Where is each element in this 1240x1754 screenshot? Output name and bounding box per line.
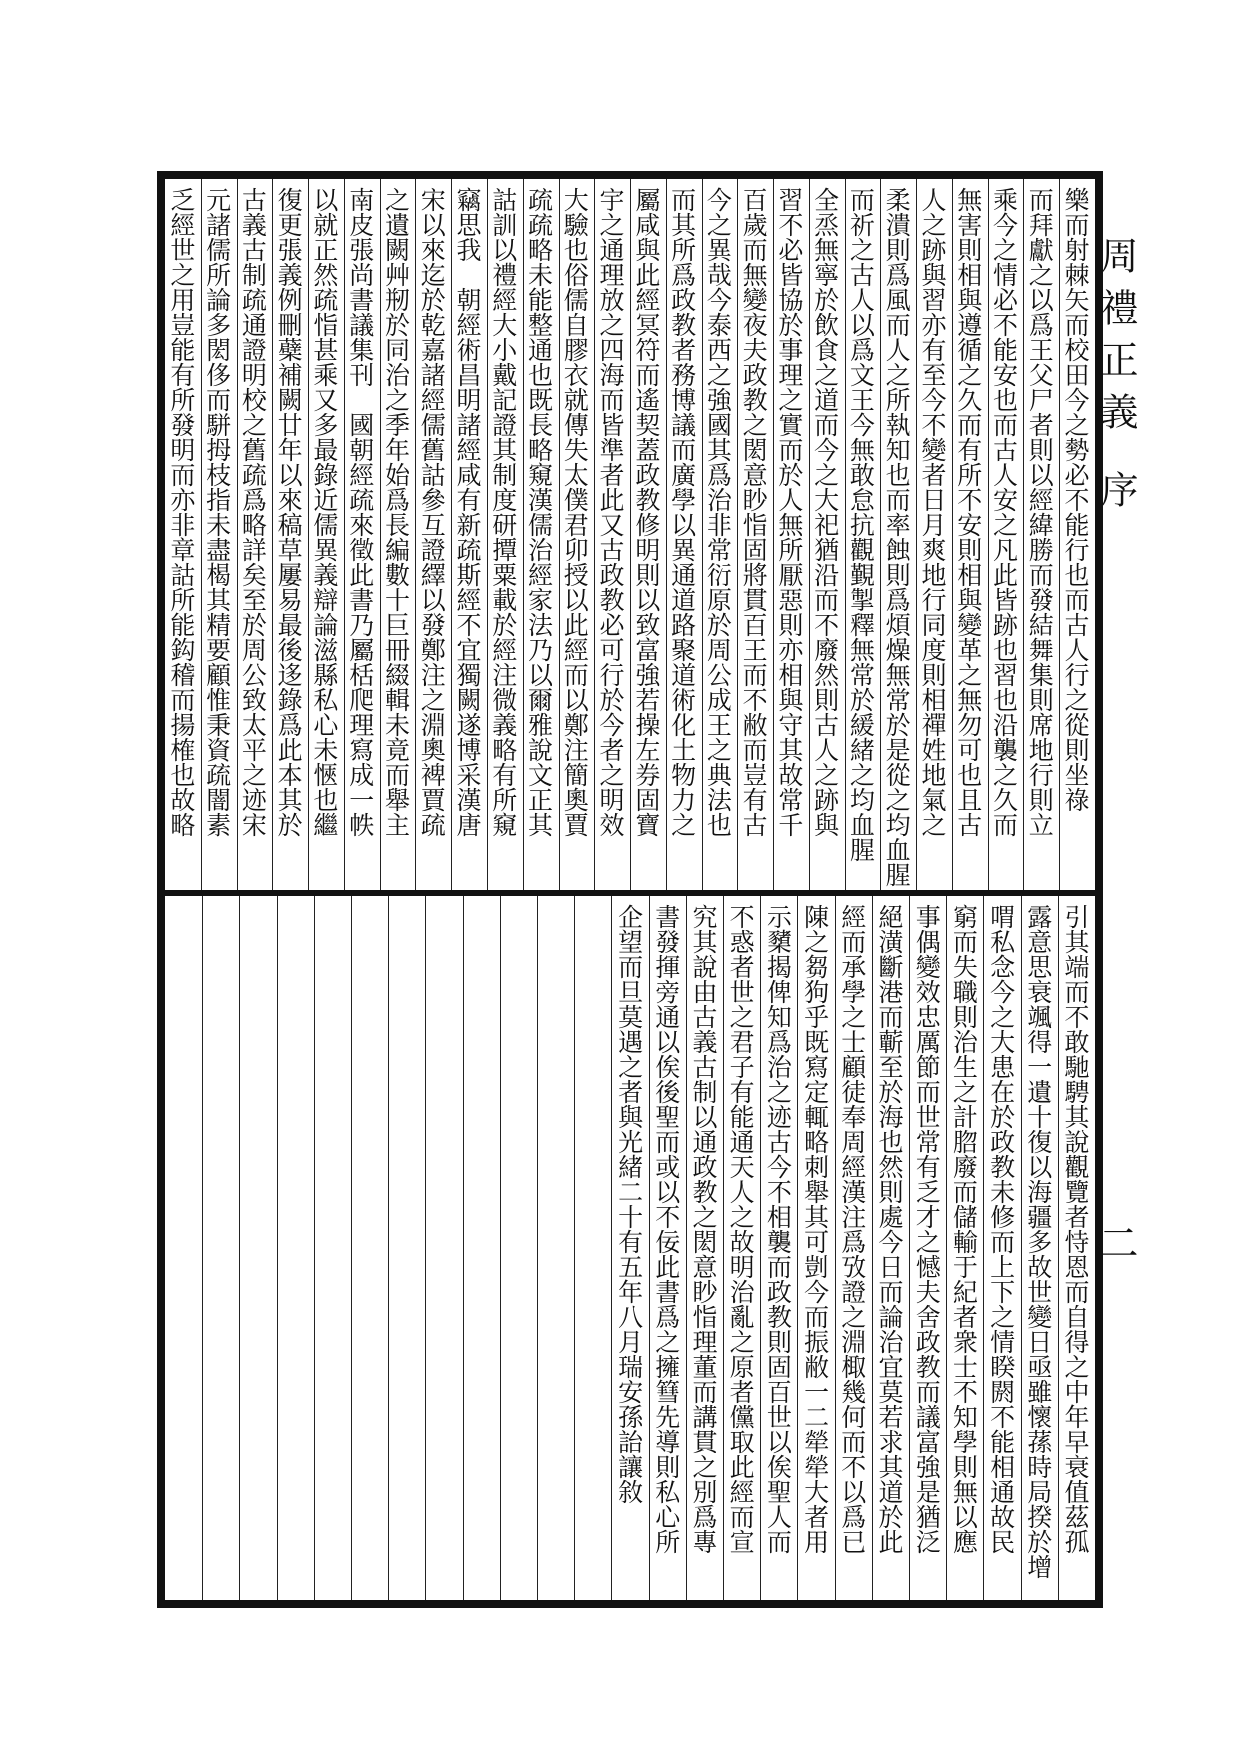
page-number: 二 [1092,1222,1138,1262]
empty-column [239,896,276,1600]
text-column: 而祈之古人以爲文王今無敢怠抗觀覲掣釋無常於緩緒之均血腥 [845,179,881,890]
text-column: 疏疏略未能整通也既長略窺漢儒治經家法乃以爾雅說文正其 [523,179,559,890]
text-column: 屬咸與此經冥符而遙契蓋政教修明則以致富強若操左券固寶 [630,179,666,890]
text-column: 而其所爲政教者務博議而廣學以異通道路聚道術化土物力之 [666,179,702,890]
text-column: 引其端而不敢馳騁其說觀覽者恃恩而自得之中年早衰值茲孤 [1058,896,1095,1600]
empty-column [500,896,537,1600]
text-column: 事偶變效忠厲節而世常有乏才之憾夫舍政教而議富強是猶泛 [909,896,946,1600]
text-column: 百歲而無變夜夫政教之閎意眇恉固將貫百王而不敝而豈有古 [737,179,773,890]
empty-column [574,896,611,1600]
text-column: 示櫫揭俾知爲治之迹古今不相襲而政教則固百世以俟聖人而 [760,896,797,1600]
empty-column [388,896,425,1600]
text-column: 書發揮旁通以俟後聖而或以不佞此書爲之擁篲先導則私心所 [649,896,686,1600]
text-column: 竊思我 朝經術昌明諸經咸有新疏斯經不宜獨闕遂博采漢唐 [451,179,487,890]
text-column: 柔潰則爲風而人之所執知也而率蝕則爲煩燥無常於是從之均血腥 [880,179,916,890]
text-column: 窮而失職則治生之計脗廢而儲輸于紀者衆士不知學則無以應 [946,896,983,1600]
text-column: 樂而射棘矢而校田今之勢必不能行也而古人行之從則坐祿 [1059,179,1095,890]
text-column: 宇之通理放之四海而皆準者此又古政教必可行於今者之明效 [594,179,630,890]
text-column: 企望而旦莫遇之者與光緒二十有五年八月瑞安孫詒讓敘 [611,896,648,1600]
empty-column [425,896,462,1600]
section-label: 序 [1094,470,1138,508]
empty-column [351,896,388,1600]
text-column: 無害則相與遵循之久而有所不安則相與變革之無勿可也且古 [952,179,988,890]
text-column: 喟私念今之大患在於政教未修而上下之情睽閼不能相通故民 [983,896,1020,1600]
text-column: 宋以來迄於乾嘉諸經儒舊詁參互證繹以發鄭注之淵奧裨賈疏 [415,179,451,890]
empty-column [165,896,202,1600]
text-column: 究其說由古義古制以通政教之閎意眇恉理董而講貫之別爲專 [686,896,723,1600]
text-column: 之遺闕艸剏於同治之季年始爲長編數十巨冊綴輯未竟而舉主 [380,179,416,890]
text-column: 古義古制疏通證明校之舊疏爲略詳矣至於周公致太平之迹宋 [237,179,273,890]
empty-column [537,896,574,1600]
text-column: 元諸儒所論多閎侈而駢拇枝指未盡楬其精要顧惟秉資疏闇素 [201,179,237,890]
text-column: 南皮張尚書議集刊 國朝經疏來徵此書乃屬栝爬理寫成一帙 [344,179,380,890]
empty-column [314,896,351,1600]
lower-text-block [165,896,1095,1600]
upper-text-block [165,179,1095,890]
text-column: 而拜獻之以爲王父尸者則以經緯勝而發結舞集則席地行則立 [1023,179,1059,890]
text-column: 乘今之情必不能安也而古人安之凡此皆跡也習也沿襲之久而 [988,179,1024,890]
text-column: 大驗也俗儒自膠衣就傳失太僕君卯授以此經而以鄭注簡奧賈 [559,179,595,890]
text-column: 經而承學之士顧徒奉周經漢注爲攷證之淵棷幾何而不以爲已 [835,896,872,1600]
text-column: 絕潢斷港而蘄至於海也然則處今日而論治宜莫若求其道於此 [872,896,909,1600]
empty-column [277,896,314,1600]
text-column: 全烝無寧於飲食之道而今之大祀猶沿而不廢然則古人之跡與 [809,179,845,890]
book-title: 周禮正義 [1094,236,1138,444]
text-column: 詁訓以禮經大小戴記證其制度研撢粟載於經注微義略有所窺 [487,179,523,890]
text-column: 習不必皆協於事理之實而於人無所厭惡則亦相與守其故常千 [773,179,809,890]
text-column: 人之跡與習亦有至今不變者日月爽地行同度則相禪姓地氣之 [916,179,952,890]
text-column: 復更張義例刪蘗補闕廿年以來稿草屢易最後迻錄爲此本其於 [272,179,308,890]
text-column: 乏經世之用豈能有所發明而亦非章詁所能鈎稽而揚榷也故略 [166,187,196,837]
text-column: 以就正然疏恉甚乘又多最錄近儒異義辯論滋縣私心未愜也繼 [308,179,344,890]
empty-column [463,896,500,1600]
text-column: 露意思衰颯得一遺十復以海疆多故世變日亟雖懷蓀時局揆於增 [1021,896,1058,1600]
text-column: 今之異哉今泰西之強國其爲治非常衍原於周公成王之典法也 [702,179,738,890]
empty-column [202,896,239,1600]
text-column: 陳之芻狗乎既寫定輒略刺舉其可剴今而振敝一二犖犖大者用 [797,896,834,1600]
text-column: 不惑者世之君子有能通天人之故明治亂之原者儻取此經而宣 [723,896,760,1600]
